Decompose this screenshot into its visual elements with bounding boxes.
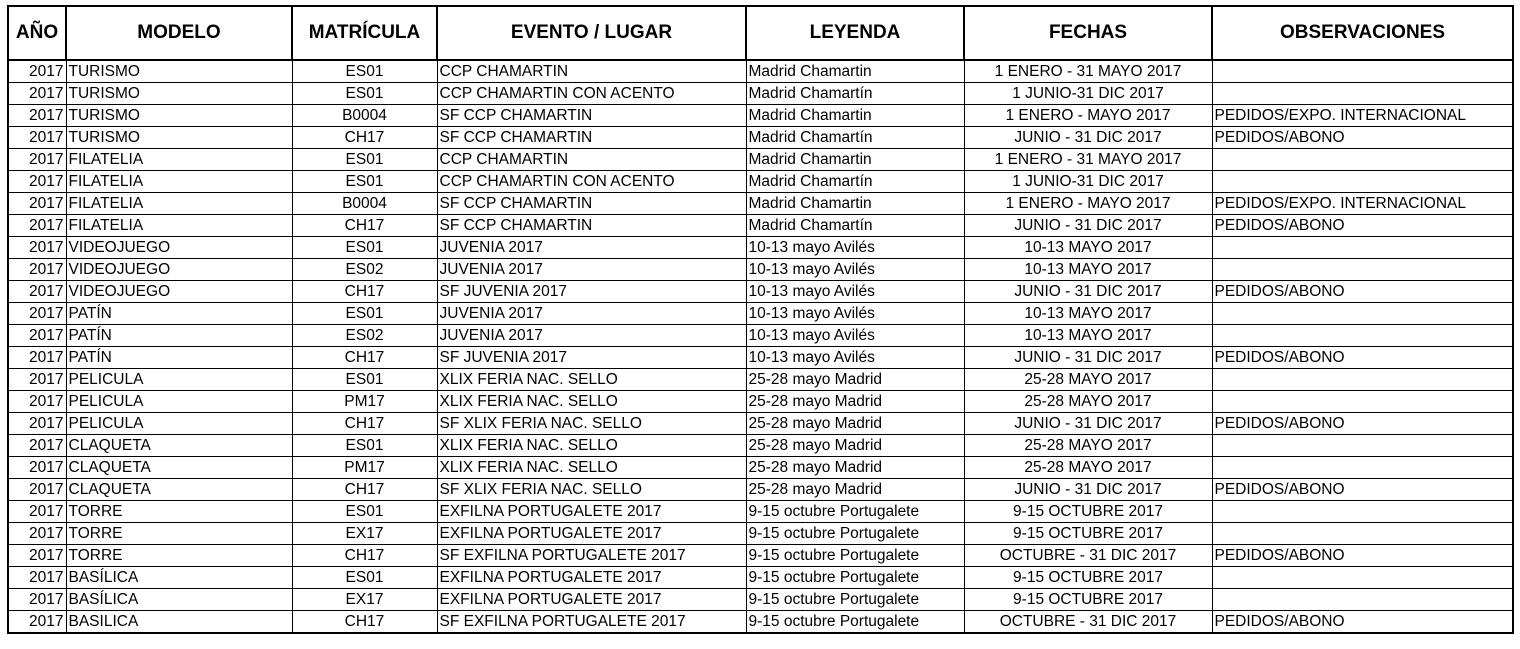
cell-observations bbox=[1212, 171, 1513, 193]
cell-model: CLAQUETA bbox=[66, 479, 292, 501]
cell-plate: ES02 bbox=[292, 259, 437, 281]
cell-plate: CH17 bbox=[292, 281, 437, 303]
cell-event: EXFILNA PORTUGALETE 2017 bbox=[437, 523, 746, 545]
cell-year: 2017 bbox=[8, 523, 66, 545]
cell-observations bbox=[1212, 589, 1513, 611]
cell-year: 2017 bbox=[8, 567, 66, 589]
cell-model: BASÍLICA bbox=[66, 589, 292, 611]
cell-dates: 25-28 MAYO 2017 bbox=[964, 457, 1212, 479]
cell-event: SF CCP CHAMARTIN bbox=[437, 215, 746, 237]
cell-observations bbox=[1212, 259, 1513, 281]
cell-event: JUVENIA 2017 bbox=[437, 325, 746, 347]
cell-year: 2017 bbox=[8, 83, 66, 105]
cell-model: PELICULA bbox=[66, 413, 292, 435]
cell-legend: 10-13 mayo Avilés bbox=[746, 237, 964, 259]
cell-dates: 9-15 OCTUBRE 2017 bbox=[964, 523, 1212, 545]
cell-legend: Madrid Chamartín bbox=[746, 127, 964, 149]
cell-dates: 10-13 MAYO 2017 bbox=[964, 259, 1212, 281]
cell-year: 2017 bbox=[8, 237, 66, 259]
cell-model: TORRE bbox=[66, 545, 292, 567]
data-table-container bbox=[7, 5, 1512, 634]
header-event: EVENTO / LUGAR bbox=[437, 6, 746, 60]
cell-plate: ES01 bbox=[292, 369, 437, 391]
table-row bbox=[8, 237, 1513, 259]
cell-plate: EX17 bbox=[292, 589, 437, 611]
cell-dates: 10-13 MAYO 2017 bbox=[964, 237, 1212, 259]
cell-model: CLAQUETA bbox=[66, 435, 292, 457]
cell-legend: 25-28 mayo Madrid bbox=[746, 391, 964, 413]
events-table bbox=[7, 5, 1514, 634]
table-row bbox=[8, 391, 1513, 413]
cell-year: 2017 bbox=[8, 127, 66, 149]
cell-dates: JUNIO - 31 DIC 2017 bbox=[964, 479, 1212, 501]
header-dates: FECHAS bbox=[964, 6, 1212, 60]
cell-year: 2017 bbox=[8, 413, 66, 435]
cell-plate: CH17 bbox=[292, 215, 437, 237]
table-row bbox=[8, 369, 1513, 391]
cell-dates: 1 JUNIO-31 DIC 2017 bbox=[964, 171, 1212, 193]
table-row bbox=[8, 611, 1513, 634]
cell-model: VIDEOJUEGO bbox=[66, 259, 292, 281]
table-row bbox=[8, 325, 1513, 347]
cell-year: 2017 bbox=[8, 501, 66, 523]
cell-event: XLIX FERIA NAC. SELLO bbox=[437, 457, 746, 479]
cell-event: SF XLIX FERIA NAC. SELLO bbox=[437, 479, 746, 501]
cell-legend: 9-15 octubre Portugalete bbox=[746, 567, 964, 589]
cell-dates: 25-28 MAYO 2017 bbox=[964, 391, 1212, 413]
cell-model: TURISMO bbox=[66, 127, 292, 149]
cell-year: 2017 bbox=[8, 149, 66, 171]
cell-plate: B0004 bbox=[292, 105, 437, 127]
cell-dates: OCTUBRE - 31 DIC 2017 bbox=[964, 611, 1212, 634]
cell-model: FILATELIA bbox=[66, 149, 292, 171]
cell-observations: PEDIDOS/EXPO. INTERNACIONAL bbox=[1212, 193, 1513, 215]
cell-year: 2017 bbox=[8, 545, 66, 567]
cell-observations: PEDIDOS/ABONO bbox=[1212, 215, 1513, 237]
cell-observations bbox=[1212, 149, 1513, 171]
cell-model: PATÍN bbox=[66, 325, 292, 347]
cell-event: XLIX FERIA NAC. SELLO bbox=[437, 435, 746, 457]
cell-event: SF EXFILNA PORTUGALETE 2017 bbox=[437, 611, 746, 634]
cell-model: TURISMO bbox=[66, 60, 292, 83]
cell-event: EXFILNA PORTUGALETE 2017 bbox=[437, 589, 746, 611]
cell-observations: PEDIDOS/ABONO bbox=[1212, 479, 1513, 501]
cell-event: EXFILNA PORTUGALETE 2017 bbox=[437, 501, 746, 523]
cell-plate: ES01 bbox=[292, 303, 437, 325]
cell-dates: 1 ENERO - MAYO 2017 bbox=[964, 193, 1212, 215]
cell-event: JUVENIA 2017 bbox=[437, 237, 746, 259]
table-row bbox=[8, 347, 1513, 369]
cell-observations: PEDIDOS/EXPO. INTERNACIONAL bbox=[1212, 105, 1513, 127]
cell-event: SF CCP CHAMARTIN bbox=[437, 105, 746, 127]
cell-legend: 9-15 octubre Portugalete bbox=[746, 501, 964, 523]
cell-observations bbox=[1212, 83, 1513, 105]
table-header bbox=[8, 6, 1513, 60]
cell-year: 2017 bbox=[8, 479, 66, 501]
table-row bbox=[8, 127, 1513, 149]
cell-plate: PM17 bbox=[292, 457, 437, 479]
cell-year: 2017 bbox=[8, 435, 66, 457]
cell-model: FILATELIA bbox=[66, 193, 292, 215]
cell-observations bbox=[1212, 457, 1513, 479]
cell-legend: 9-15 octubre Portugalete bbox=[746, 589, 964, 611]
cell-model: PATÍN bbox=[66, 303, 292, 325]
cell-event: XLIX FERIA NAC. SELLO bbox=[437, 369, 746, 391]
header-row bbox=[8, 6, 1513, 60]
cell-event: SF CCP CHAMARTIN bbox=[437, 193, 746, 215]
cell-dates: 9-15 OCTUBRE 2017 bbox=[964, 589, 1212, 611]
table-row bbox=[8, 259, 1513, 281]
cell-observations: PEDIDOS/ABONO bbox=[1212, 281, 1513, 303]
cell-dates: 1 ENERO - 31 MAYO 2017 bbox=[964, 60, 1212, 83]
cell-legend: 9-15 octubre Portugalete bbox=[746, 523, 964, 545]
cell-dates: 10-13 MAYO 2017 bbox=[964, 325, 1212, 347]
cell-observations bbox=[1212, 325, 1513, 347]
table-row bbox=[8, 215, 1513, 237]
table-row bbox=[8, 457, 1513, 479]
cell-observations: PEDIDOS/ABONO bbox=[1212, 347, 1513, 369]
cell-plate: CH17 bbox=[292, 413, 437, 435]
cell-model: PELICULA bbox=[66, 369, 292, 391]
cell-observations bbox=[1212, 237, 1513, 259]
cell-event: CCP CHAMARTIN CON ACENTO bbox=[437, 83, 746, 105]
cell-legend: Madrid Chamartin bbox=[746, 193, 964, 215]
cell-legend: Madrid Chamartín bbox=[746, 171, 964, 193]
cell-observations bbox=[1212, 303, 1513, 325]
cell-model: FILATELIA bbox=[66, 215, 292, 237]
cell-dates: JUNIO - 31 DIC 2017 bbox=[964, 413, 1212, 435]
table-row bbox=[8, 193, 1513, 215]
cell-legend: 25-28 mayo Madrid bbox=[746, 413, 964, 435]
table-row bbox=[8, 171, 1513, 193]
cell-year: 2017 bbox=[8, 281, 66, 303]
cell-observations bbox=[1212, 391, 1513, 413]
table-row bbox=[8, 105, 1513, 127]
cell-plate: CH17 bbox=[292, 611, 437, 634]
cell-year: 2017 bbox=[8, 589, 66, 611]
cell-year: 2017 bbox=[8, 171, 66, 193]
cell-year: 2017 bbox=[8, 215, 66, 237]
cell-dates: JUNIO - 31 DIC 2017 bbox=[964, 127, 1212, 149]
cell-dates: 25-28 MAYO 2017 bbox=[964, 435, 1212, 457]
cell-legend: 25-28 mayo Madrid bbox=[746, 479, 964, 501]
cell-observations bbox=[1212, 369, 1513, 391]
cell-year: 2017 bbox=[8, 391, 66, 413]
table-row bbox=[8, 567, 1513, 589]
cell-legend: Madrid Chamartín bbox=[746, 215, 964, 237]
cell-legend: Madrid Chamartin bbox=[746, 105, 964, 127]
cell-plate: CH17 bbox=[292, 479, 437, 501]
cell-year: 2017 bbox=[8, 457, 66, 479]
cell-legend: 10-13 mayo Avilés bbox=[746, 281, 964, 303]
cell-plate: PM17 bbox=[292, 391, 437, 413]
cell-plate: ES02 bbox=[292, 325, 437, 347]
cell-model: TORRE bbox=[66, 523, 292, 545]
cell-plate: ES01 bbox=[292, 567, 437, 589]
cell-year: 2017 bbox=[8, 60, 66, 83]
table-row bbox=[8, 523, 1513, 545]
cell-observations: PEDIDOS/ABONO bbox=[1212, 127, 1513, 149]
cell-observations: PEDIDOS/ABONO bbox=[1212, 413, 1513, 435]
cell-dates: 10-13 MAYO 2017 bbox=[964, 303, 1212, 325]
cell-event: EXFILNA PORTUGALETE 2017 bbox=[437, 567, 746, 589]
cell-year: 2017 bbox=[8, 303, 66, 325]
cell-year: 2017 bbox=[8, 611, 66, 634]
cell-plate: ES01 bbox=[292, 60, 437, 83]
cell-model: BASÍLICA bbox=[66, 567, 292, 589]
cell-plate: ES01 bbox=[292, 171, 437, 193]
cell-event: CCP CHAMARTIN CON ACENTO bbox=[437, 171, 746, 193]
cell-model: PATÍN bbox=[66, 347, 292, 369]
cell-legend: 25-28 mayo Madrid bbox=[746, 435, 964, 457]
table-body bbox=[8, 60, 1513, 633]
header-year: AÑO bbox=[8, 6, 66, 60]
table-row bbox=[8, 589, 1513, 611]
cell-event: SF EXFILNA PORTUGALETE 2017 bbox=[437, 545, 746, 567]
cell-legend: 25-28 mayo Madrid bbox=[746, 457, 964, 479]
cell-model: VIDEOJUEGO bbox=[66, 281, 292, 303]
cell-dates: JUNIO - 31 DIC 2017 bbox=[964, 215, 1212, 237]
cell-legend: 9-15 octubre Portugalete bbox=[746, 611, 964, 634]
cell-plate: CH17 bbox=[292, 347, 437, 369]
cell-legend: 10-13 mayo Avilés bbox=[746, 259, 964, 281]
table-row bbox=[8, 281, 1513, 303]
cell-legend: 25-28 mayo Madrid bbox=[746, 369, 964, 391]
cell-legend: Madrid Chamartin bbox=[746, 60, 964, 83]
cell-legend: Madrid Chamartín bbox=[746, 83, 964, 105]
table-row bbox=[8, 83, 1513, 105]
cell-legend: Madrid Chamartin bbox=[746, 149, 964, 171]
cell-legend: 9-15 octubre Portugalete bbox=[746, 545, 964, 567]
cell-event: JUVENIA 2017 bbox=[437, 303, 746, 325]
cell-model: BASILICA bbox=[66, 611, 292, 634]
cell-plate: ES01 bbox=[292, 149, 437, 171]
cell-dates: 1 ENERO - 31 MAYO 2017 bbox=[964, 149, 1212, 171]
cell-model: FILATELIA bbox=[66, 171, 292, 193]
cell-model: TURISMO bbox=[66, 83, 292, 105]
cell-dates: 25-28 MAYO 2017 bbox=[964, 369, 1212, 391]
cell-year: 2017 bbox=[8, 347, 66, 369]
cell-dates: 1 ENERO - MAYO 2017 bbox=[964, 105, 1212, 127]
cell-year: 2017 bbox=[8, 259, 66, 281]
table-row bbox=[8, 545, 1513, 567]
cell-plate: ES01 bbox=[292, 237, 437, 259]
cell-event: SF CCP CHAMARTIN bbox=[437, 127, 746, 149]
cell-model: CLAQUETA bbox=[66, 457, 292, 479]
cell-legend: 10-13 mayo Avilés bbox=[746, 303, 964, 325]
cell-event: SF XLIX FERIA NAC. SELLO bbox=[437, 413, 746, 435]
header-model: MODELO bbox=[66, 6, 292, 60]
header-observations: OBSERVACIONES bbox=[1212, 6, 1513, 60]
cell-observations bbox=[1212, 60, 1513, 83]
table-row bbox=[8, 435, 1513, 457]
table-row bbox=[8, 149, 1513, 171]
cell-observations bbox=[1212, 567, 1513, 589]
cell-year: 2017 bbox=[8, 325, 66, 347]
table-row bbox=[8, 303, 1513, 325]
cell-model: TURISMO bbox=[66, 105, 292, 127]
cell-event: CCP CHAMARTIN bbox=[437, 60, 746, 83]
cell-observations: PEDIDOS/ABONO bbox=[1212, 611, 1513, 634]
cell-dates: 9-15 OCTUBRE 2017 bbox=[964, 567, 1212, 589]
cell-dates: 9-15 OCTUBRE 2017 bbox=[964, 501, 1212, 523]
table-row bbox=[8, 60, 1513, 83]
cell-year: 2017 bbox=[8, 105, 66, 127]
cell-event: CCP CHAMARTIN bbox=[437, 149, 746, 171]
cell-plate: B0004 bbox=[292, 193, 437, 215]
cell-event: SF JUVENIA 2017 bbox=[437, 281, 746, 303]
cell-dates: OCTUBRE - 31 DIC 2017 bbox=[964, 545, 1212, 567]
header-plate: MATRÍCULA bbox=[292, 6, 437, 60]
cell-dates: 1 JUNIO-31 DIC 2017 bbox=[964, 83, 1212, 105]
cell-event: JUVENIA 2017 bbox=[437, 259, 746, 281]
cell-observations bbox=[1212, 435, 1513, 457]
cell-dates: JUNIO - 31 DIC 2017 bbox=[964, 281, 1212, 303]
table-row bbox=[8, 413, 1513, 435]
cell-year: 2017 bbox=[8, 369, 66, 391]
cell-legend: 10-13 mayo Avilés bbox=[746, 347, 964, 369]
cell-year: 2017 bbox=[8, 193, 66, 215]
cell-plate: CH17 bbox=[292, 545, 437, 567]
cell-observations bbox=[1212, 501, 1513, 523]
cell-observations bbox=[1212, 523, 1513, 545]
cell-dates: JUNIO - 31 DIC 2017 bbox=[964, 347, 1212, 369]
cell-plate: ES01 bbox=[292, 501, 437, 523]
table-row bbox=[8, 501, 1513, 523]
cell-legend: 10-13 mayo Avilés bbox=[746, 325, 964, 347]
cell-event: SF JUVENIA 2017 bbox=[437, 347, 746, 369]
cell-model: VIDEOJUEGO bbox=[66, 237, 292, 259]
cell-plate: ES01 bbox=[292, 435, 437, 457]
cell-event: XLIX FERIA NAC. SELLO bbox=[437, 391, 746, 413]
cell-model: PELICULA bbox=[66, 391, 292, 413]
cell-plate: ES01 bbox=[292, 83, 437, 105]
cell-plate: CH17 bbox=[292, 127, 437, 149]
header-legend: LEYENDA bbox=[746, 6, 964, 60]
cell-observations: PEDIDOS/ABONO bbox=[1212, 545, 1513, 567]
table-row bbox=[8, 479, 1513, 501]
cell-model: TORRE bbox=[66, 501, 292, 523]
cell-plate: EX17 bbox=[292, 523, 437, 545]
